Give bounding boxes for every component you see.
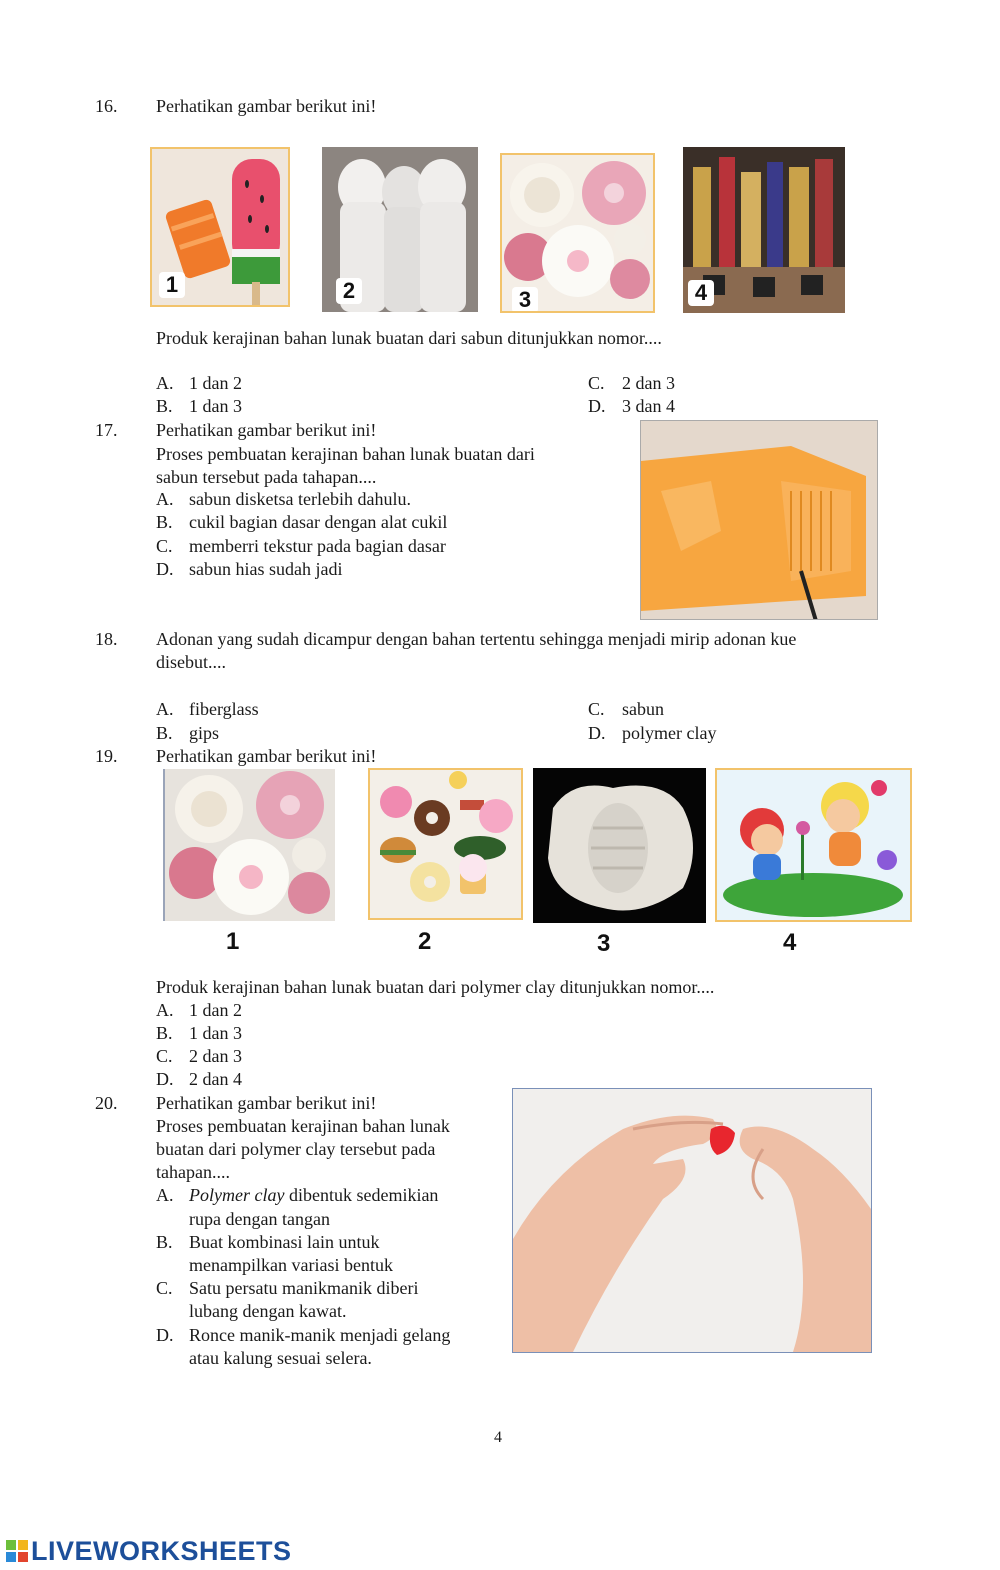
q20-option-a-letter: A. <box>156 1185 174 1205</box>
q19-option-b[interactable]: 1 dan 3 <box>189 1023 242 1043</box>
q17-question-line2: sabun tersebut pada tahapan.... <box>156 467 377 487</box>
q17-option-b-letter: B. <box>156 512 173 532</box>
q16-image-3-label: 3 <box>512 287 538 313</box>
q16-option-b-letter: B. <box>156 396 173 416</box>
q17-option-a-letter: A. <box>156 489 174 509</box>
q20-option-d-line2: atau kalung sesuai selera. <box>189 1348 372 1368</box>
q20-option-b[interactable]: Buat kombinasi lain untuk <box>189 1232 380 1252</box>
q17-soap-carving-image <box>640 420 878 620</box>
q17-option-a[interactable]: sabun disketsa terlebih dahulu. <box>189 489 411 509</box>
q19-option-c-letter: C. <box>156 1046 173 1066</box>
q18-option-a[interactable]: fiberglass <box>189 699 259 719</box>
q16-image-4 <box>683 147 845 313</box>
q16-question: Produk kerajinan bahan lunak buatan dari sabun ditunjukkan nomor.... <box>156 328 662 348</box>
q19-image-3-label: 3 <box>597 930 611 957</box>
q19-image-2-label: 2 <box>418 928 432 955</box>
q17-option-d[interactable]: sabun hias sudah jadi <box>189 559 343 579</box>
q19-image-1-label: 1 <box>226 928 240 955</box>
q16-image-1 <box>150 147 290 307</box>
q16-image-2-label: 2 <box>336 278 362 304</box>
q20-hands-clay-image <box>512 1088 872 1353</box>
q19-option-d-letter: D. <box>156 1069 174 1089</box>
q16-option-d-letter: D. <box>588 396 606 416</box>
q20-option-c-letter: C. <box>156 1278 173 1298</box>
q18-option-a-letter: A. <box>156 699 174 719</box>
q17-option-b[interactable]: cukil bagian dasar dengan alat cukil <box>189 512 448 532</box>
q20-number: 20. <box>95 1093 118 1113</box>
q16-image-2 <box>322 147 478 312</box>
q17-number: 17. <box>95 420 118 440</box>
page-number: 4 <box>494 1429 502 1446</box>
q20-question-line3: tahapan.... <box>156 1162 230 1182</box>
q20-option-c-line2: lubang dengan kawat. <box>189 1301 347 1321</box>
q20-option-a-italic: Polymer clay <box>189 1185 285 1205</box>
q18-number: 18. <box>95 629 118 649</box>
q20-option-c[interactable]: Satu persatu manikmanik diberi <box>189 1278 419 1298</box>
q16-number: 16. <box>95 96 118 116</box>
q17-option-d-letter: D. <box>156 559 174 579</box>
q18-option-b[interactable]: gips <box>189 723 220 743</box>
q18-option-d[interactable]: polymer clay <box>622 723 717 743</box>
q18-option-c[interactable]: sabun <box>622 699 664 719</box>
q20-option-d-letter: D. <box>156 1325 174 1345</box>
q16-prompt: Perhatikan gambar berikut ini! <box>156 96 377 116</box>
q19-option-c[interactable]: 2 dan 3 <box>189 1046 242 1066</box>
q19-question: Produk kerajinan bahan lunak buatan dari polymer clay ditunjukkan nomor.... <box>156 977 715 997</box>
q16-option-b[interactable]: 1 dan 3 <box>189 396 242 416</box>
q19-number: 19. <box>95 746 118 766</box>
q19-image-4-label: 4 <box>783 929 797 956</box>
q19-image-2 <box>368 768 523 920</box>
liveworksheets-logo-text: LIVEWORKSHEETS <box>31 1536 292 1566</box>
q20-option-a[interactable] <box>189 1184 438 1207</box>
q16-option-a-letter: A. <box>156 373 174 393</box>
liveworksheets-logo[interactable] <box>6 1536 292 1567</box>
q17-prompt: Perhatikan gambar berikut ini! <box>156 420 377 440</box>
q20-question-line2: buatan dari polymer clay tersebut pada <box>156 1139 436 1159</box>
q19-option-a[interactable]: 1 dan 2 <box>189 1000 242 1020</box>
q20-option-a-rest: dibentuk sedemikian <box>284 1185 439 1205</box>
q19-image-4 <box>715 768 912 922</box>
q20-question-line1: Proses pembuatan kerajinan bahan lunak <box>156 1116 450 1136</box>
q18-question-line2: disebut.... <box>156 652 226 672</box>
q20-option-b-line2: menampilkan variasi bentuk <box>189 1255 393 1275</box>
q16-image-4-label: 4 <box>688 280 714 306</box>
q16-option-d[interactable]: 3 dan 4 <box>622 396 675 416</box>
q17-question-line1: Proses pembuatan kerajinan bahan lunak buatan dari <box>156 444 535 464</box>
q20-option-d[interactable]: Ronce manik-manik menjadi gelang <box>189 1325 451 1345</box>
q19-option-b-letter: B. <box>156 1023 173 1043</box>
q20-prompt: Perhatikan gambar berikut ini! <box>156 1093 377 1113</box>
liveworksheets-logo-icon <box>6 1538 28 1560</box>
q16-option-c-letter: C. <box>588 373 605 393</box>
q18-option-d-letter: D. <box>588 723 606 743</box>
q16-option-c[interactable]: 2 dan 3 <box>622 373 675 393</box>
q20-option-a-line2: rupa dengan tangan <box>189 1209 330 1229</box>
q17-option-c[interactable]: memberri tekstur pada bagian dasar <box>189 536 446 556</box>
q16-image-3 <box>500 153 655 313</box>
q19-prompt: Perhatikan gambar berikut ini! <box>156 746 377 766</box>
q19-option-d[interactable]: 2 dan 4 <box>189 1069 242 1089</box>
q18-question-line1: Adonan yang sudah dicampur dengan bahan tertentu sehingga menjadi mirip adonan kue <box>156 629 797 649</box>
q18-option-c-letter: C. <box>588 699 605 719</box>
q16-image-1-label: 1 <box>159 272 185 298</box>
q19-image-3 <box>533 768 706 923</box>
q17-option-c-letter: C. <box>156 536 173 556</box>
q18-option-b-letter: B. <box>156 723 173 743</box>
q19-image-1 <box>163 769 335 921</box>
q16-option-a[interactable]: 1 dan 2 <box>189 373 242 393</box>
q19-option-a-letter: A. <box>156 1000 174 1020</box>
q20-option-b-letter: B. <box>156 1232 173 1252</box>
